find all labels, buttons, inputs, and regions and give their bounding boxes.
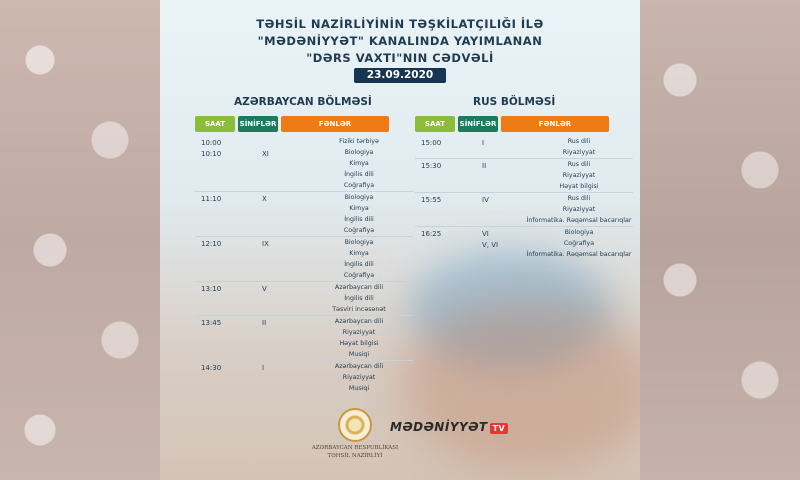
rus-cell-fenler-line: Riyaziyyat [562,172,596,179]
tv-name: MƏDƏNİYYƏT [390,420,488,434]
bg-blur-warm [400,300,640,470]
rus-cell-fenler [525,136,633,158]
az-cell-saat-line: 11:10 [201,195,222,203]
rus-table-row [415,158,633,192]
az-header-saat: SAAT [195,116,235,132]
rus-cell-sinif-line: VI [482,230,489,238]
ministry-emblem-icon [338,408,372,442]
az-cell-fenler-line: Həyat bilgisi [339,340,379,347]
rus-cell-fenler-line: Rus dili [567,161,591,168]
ministry-line-1: AZƏRBAYCAN RESPUBLİKASI [311,445,399,451]
az-cell-fenler-line: Azərbaycan dili [334,318,384,325]
az-section-heading: AZƏRBAYCAN BÖLMƏSİ [234,96,372,108]
az-table-row [195,281,413,315]
date-badge: 23.09.2020 [354,68,446,83]
az-cell-saat [195,237,244,281]
az-cell-sinif [244,361,305,394]
az-cell-saat [195,192,244,236]
rus-cell-fenler-line: Rus dili [567,195,591,202]
rus-cell-sinif [464,227,525,260]
rus-cell-saat-line: 15:55 [421,196,442,204]
rus-cell-saat-line: 15:00 [421,139,442,147]
rus-cell-fenler-line: Həyat bilgisi [559,183,599,190]
az-cell-sinif-line [262,138,305,149]
rus-header-fenler: FƏNLƏR [501,116,609,132]
rus-cell-saat [415,159,464,192]
az-cell-fenler-line: İngilis dili [344,295,374,302]
tv-badge: TV [490,423,509,434]
rus-schedule-table [415,116,633,260]
rus-table-body [415,136,633,260]
rus-cell-fenler-line: İnformatika. Rəqəmsal bacarıqlar [526,251,632,258]
rus-section-heading: RUS BÖLMƏSİ [473,96,556,108]
rus-cell-fenler-line: İnformatika. Rəqəmsal bacarıqlar [526,217,632,224]
title-line-1: TƏHSİL NAZİRLİYİNİN TƏŞKİLATÇILIĞI İLƏ [256,17,544,31]
az-cell-sinif [244,316,305,360]
rus-cell-saat [415,136,464,158]
az-cell-fenler-line: Musiqi [348,351,370,358]
az-cell-sinif-line: XI [262,150,269,158]
rus-cell-saat [415,193,464,226]
az-cell-fenler-line: Musiqi [348,385,370,392]
rus-cell-saat [415,227,464,260]
rus-cell-sinif-line: II [482,162,487,170]
rus-cell-fenler [525,193,633,226]
az-cell-fenler-line: İngilis dili [344,261,374,268]
az-cell-fenler-line: Kimya [349,160,369,167]
rus-table-row [415,226,633,260]
rus-header-saat: SAAT [415,116,455,132]
az-header-fenler: FƏNLƏR [281,116,389,132]
az-cell-saat [195,282,244,315]
rus-cell-saat-line: 15:30 [421,162,442,170]
az-cell-fenler-line: Azərbaycan dili [334,284,384,291]
rus-cell-fenler-line: Coğrafiya [563,240,595,247]
az-header-sinif: SİNİFLƏR [238,116,278,132]
ministry-name [300,444,410,460]
az-cell-sinif [244,237,305,281]
az-cell-fenler-line: Riyaziyyat [342,374,376,381]
az-cell-fenler [305,237,413,281]
title-line-3: "DƏRS VAXTI"NIN CƏDVƏLİ [306,51,494,65]
rus-cell-sinif [464,193,525,226]
rus-cell-sinif-line: V, VI [482,241,499,249]
rus-table-header [415,116,633,132]
az-schedule-table [195,116,413,394]
az-cell-saat-line: 12:10 [201,240,222,248]
az-table-row [195,360,413,394]
az-cell-fenler-line: Biologiya [344,239,374,246]
az-table-row [195,236,413,281]
az-cell-sinif-line: V [262,285,267,293]
rus-cell-fenler [525,227,633,260]
az-cell-fenler-line: Coğrafiya [343,227,375,234]
rus-table-row [415,192,633,226]
az-cell-fenler-line: Coğrafiya [343,182,375,189]
az-cell-saat-line: 14:30 [201,364,222,372]
rus-table-row [415,136,633,158]
rus-header-sinif: SİNİFLƏR [458,116,498,132]
az-cell-saat-line: 10:10 [201,150,222,158]
az-table-header [195,116,413,132]
az-cell-saat-line: 13:10 [201,285,222,293]
az-cell-fenler-line: Kimya [349,250,369,257]
rus-cell-saat-line: 16:25 [421,230,442,238]
az-table-body [195,136,413,394]
rus-cell-fenler-line: Riyaziyyat [562,206,596,213]
title-line-2: "MƏDƏNİYYƏT" KANALINDA YAYIMLANAN [257,34,543,48]
az-cell-sinif-line: I [262,364,265,372]
rus-cell-sinif [464,159,525,192]
background-right [640,0,800,480]
az-cell-fenler-line: İngilis dili [344,216,374,223]
az-cell-fenler [305,282,413,315]
az-cell-fenler [305,361,413,394]
az-cell-saat [195,136,244,191]
az-cell-sinif-line: X [262,195,267,203]
az-cell-sinif-line: IX [262,240,269,248]
az-cell-sinif [244,136,305,191]
az-table-row [195,191,413,236]
az-table-row [195,136,413,191]
az-cell-fenler-line: Biologiya [344,194,374,201]
rus-cell-sinif [464,136,525,158]
az-cell-fenler [305,136,413,191]
az-cell-fenler [305,192,413,236]
az-cell-sinif [244,192,305,236]
medeniyyet-tv-logo [390,420,508,434]
poster-title [160,16,640,67]
az-cell-saat-line: 13:45 [201,319,222,327]
background-left [0,0,160,480]
az-cell-saat-line: 10:00 [201,139,222,147]
az-cell-sinif [244,282,305,315]
az-cell-fenler-line: Biologiya [344,149,374,156]
rus-cell-sinif-line: I [482,139,485,147]
rus-cell-fenler-line: Riyaziyyat [562,149,596,156]
ministry-line-2: TƏHSİL NAZİRLİYİ [327,453,383,459]
az-cell-sinif-line: II [262,319,267,327]
az-cell-fenler-line: Təsviri incəsənət [332,306,386,313]
az-cell-fenler-line: Riyaziyyat [342,329,376,336]
schedule-poster [160,0,640,480]
az-cell-fenler-line: Coğrafiya [343,272,375,279]
rus-cell-fenler-line: Biologiya [564,229,594,236]
az-cell-fenler-line: Azərbaycan dili [334,363,384,370]
rus-cell-fenler-line: Rus dili [567,138,591,145]
az-table-row [195,315,413,360]
az-cell-fenler [305,316,413,360]
az-cell-saat [195,361,244,394]
az-cell-fenler-line: İngilis dili [344,171,374,178]
az-cell-fenler-line: Kimya [349,205,369,212]
rus-cell-fenler [525,159,633,192]
az-cell-saat [195,316,244,360]
az-cell-fenler-line: Fiziki tərbiyə [339,138,379,145]
rus-cell-sinif-line: IV [482,196,489,204]
